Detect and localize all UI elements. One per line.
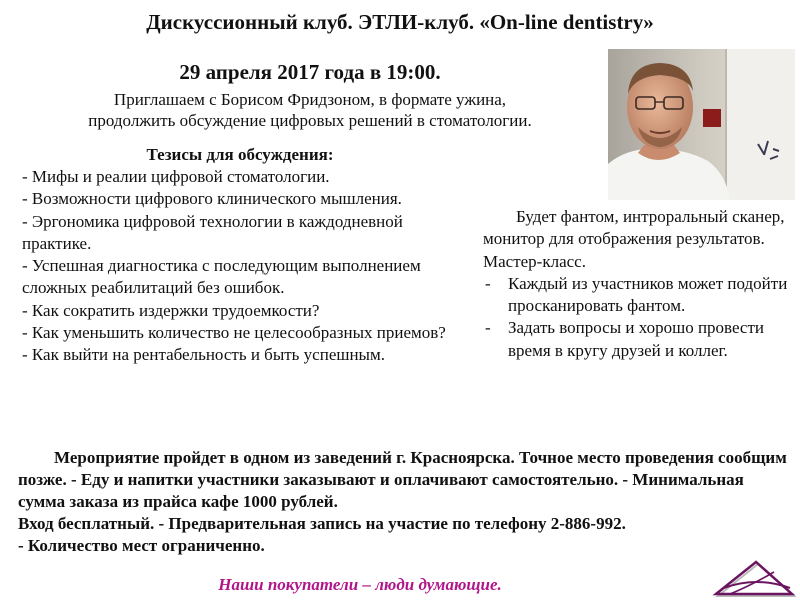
speaker-photo (608, 49, 795, 200)
triangle-logo-icon (710, 558, 796, 598)
event-details (483, 206, 795, 362)
motto: Наши покупатели – люди думающие. (218, 575, 502, 594)
dash-marker: - (485, 318, 491, 338)
details-list (483, 273, 795, 362)
dash-marker: - (485, 273, 491, 293)
thesis-item: - Эргономика цифровой технологии в каждодневной практике. (22, 211, 403, 253)
event-info-line: Мероприятие пройдет в одном из заведений г. Красноярска. Точное место проведения сообщим позже. - Еду и напитки участники заказывают и оплачивают самостоятельно. - Минимальная сумма заказа из прайса кафе 1000 рублей. (18, 448, 787, 511)
page-title: Дискуссионный клуб. ЭТЛИ-клуб. «On-line dentistry» (146, 10, 654, 34)
details-item (483, 273, 795, 318)
details-item-text: Каждый из участников может подойти просканировать фантом. (508, 273, 788, 316)
details-paragraph: Будет фантом, интроральный сканер, монитор для отображения результатов. Мастер-класс. (483, 207, 785, 271)
theses-list (22, 166, 472, 367)
thesis-item: - Как сократить издержки трудоемкости? (22, 300, 320, 320)
theses-heading: Тезисы для обсуждения: (146, 145, 334, 164)
event-date: 29 апреля 2017 года в 19:00. (179, 60, 441, 84)
details-item-text: Задать вопросы и хорошо провести время в кругу друзей и коллег. (508, 318, 765, 360)
intro-line: продолжить обсуждение цифровых решений в стоматологии. (88, 111, 532, 130)
thesis-item: - Возможности цифрового клинического мышления. (22, 189, 402, 209)
intro-line: Приглашаем с Борисом Фридзоном, в формате ужина, (113, 90, 507, 109)
thesis-item: - Успешная диагностика с последующим выполнением сложных реабилитаций без ошибок. (22, 256, 421, 298)
thesis-item: - Мифы и реалии цифровой стоматологии. (22, 167, 330, 186)
details-item (483, 317, 795, 362)
thesis-item: - Как уменьшить количество не целесообразных приемов? (22, 323, 446, 343)
event-info (18, 447, 793, 557)
event-info-line: - Количество мест ограниченно. (18, 536, 265, 555)
intro-text (0, 89, 620, 131)
event-info-line: Вход бесплатный. - Предварительная запись на участие по телефону 2-886-992. (18, 514, 626, 533)
thesis-item: - Как выйти на рентабельность и быть успешным. (22, 345, 385, 365)
